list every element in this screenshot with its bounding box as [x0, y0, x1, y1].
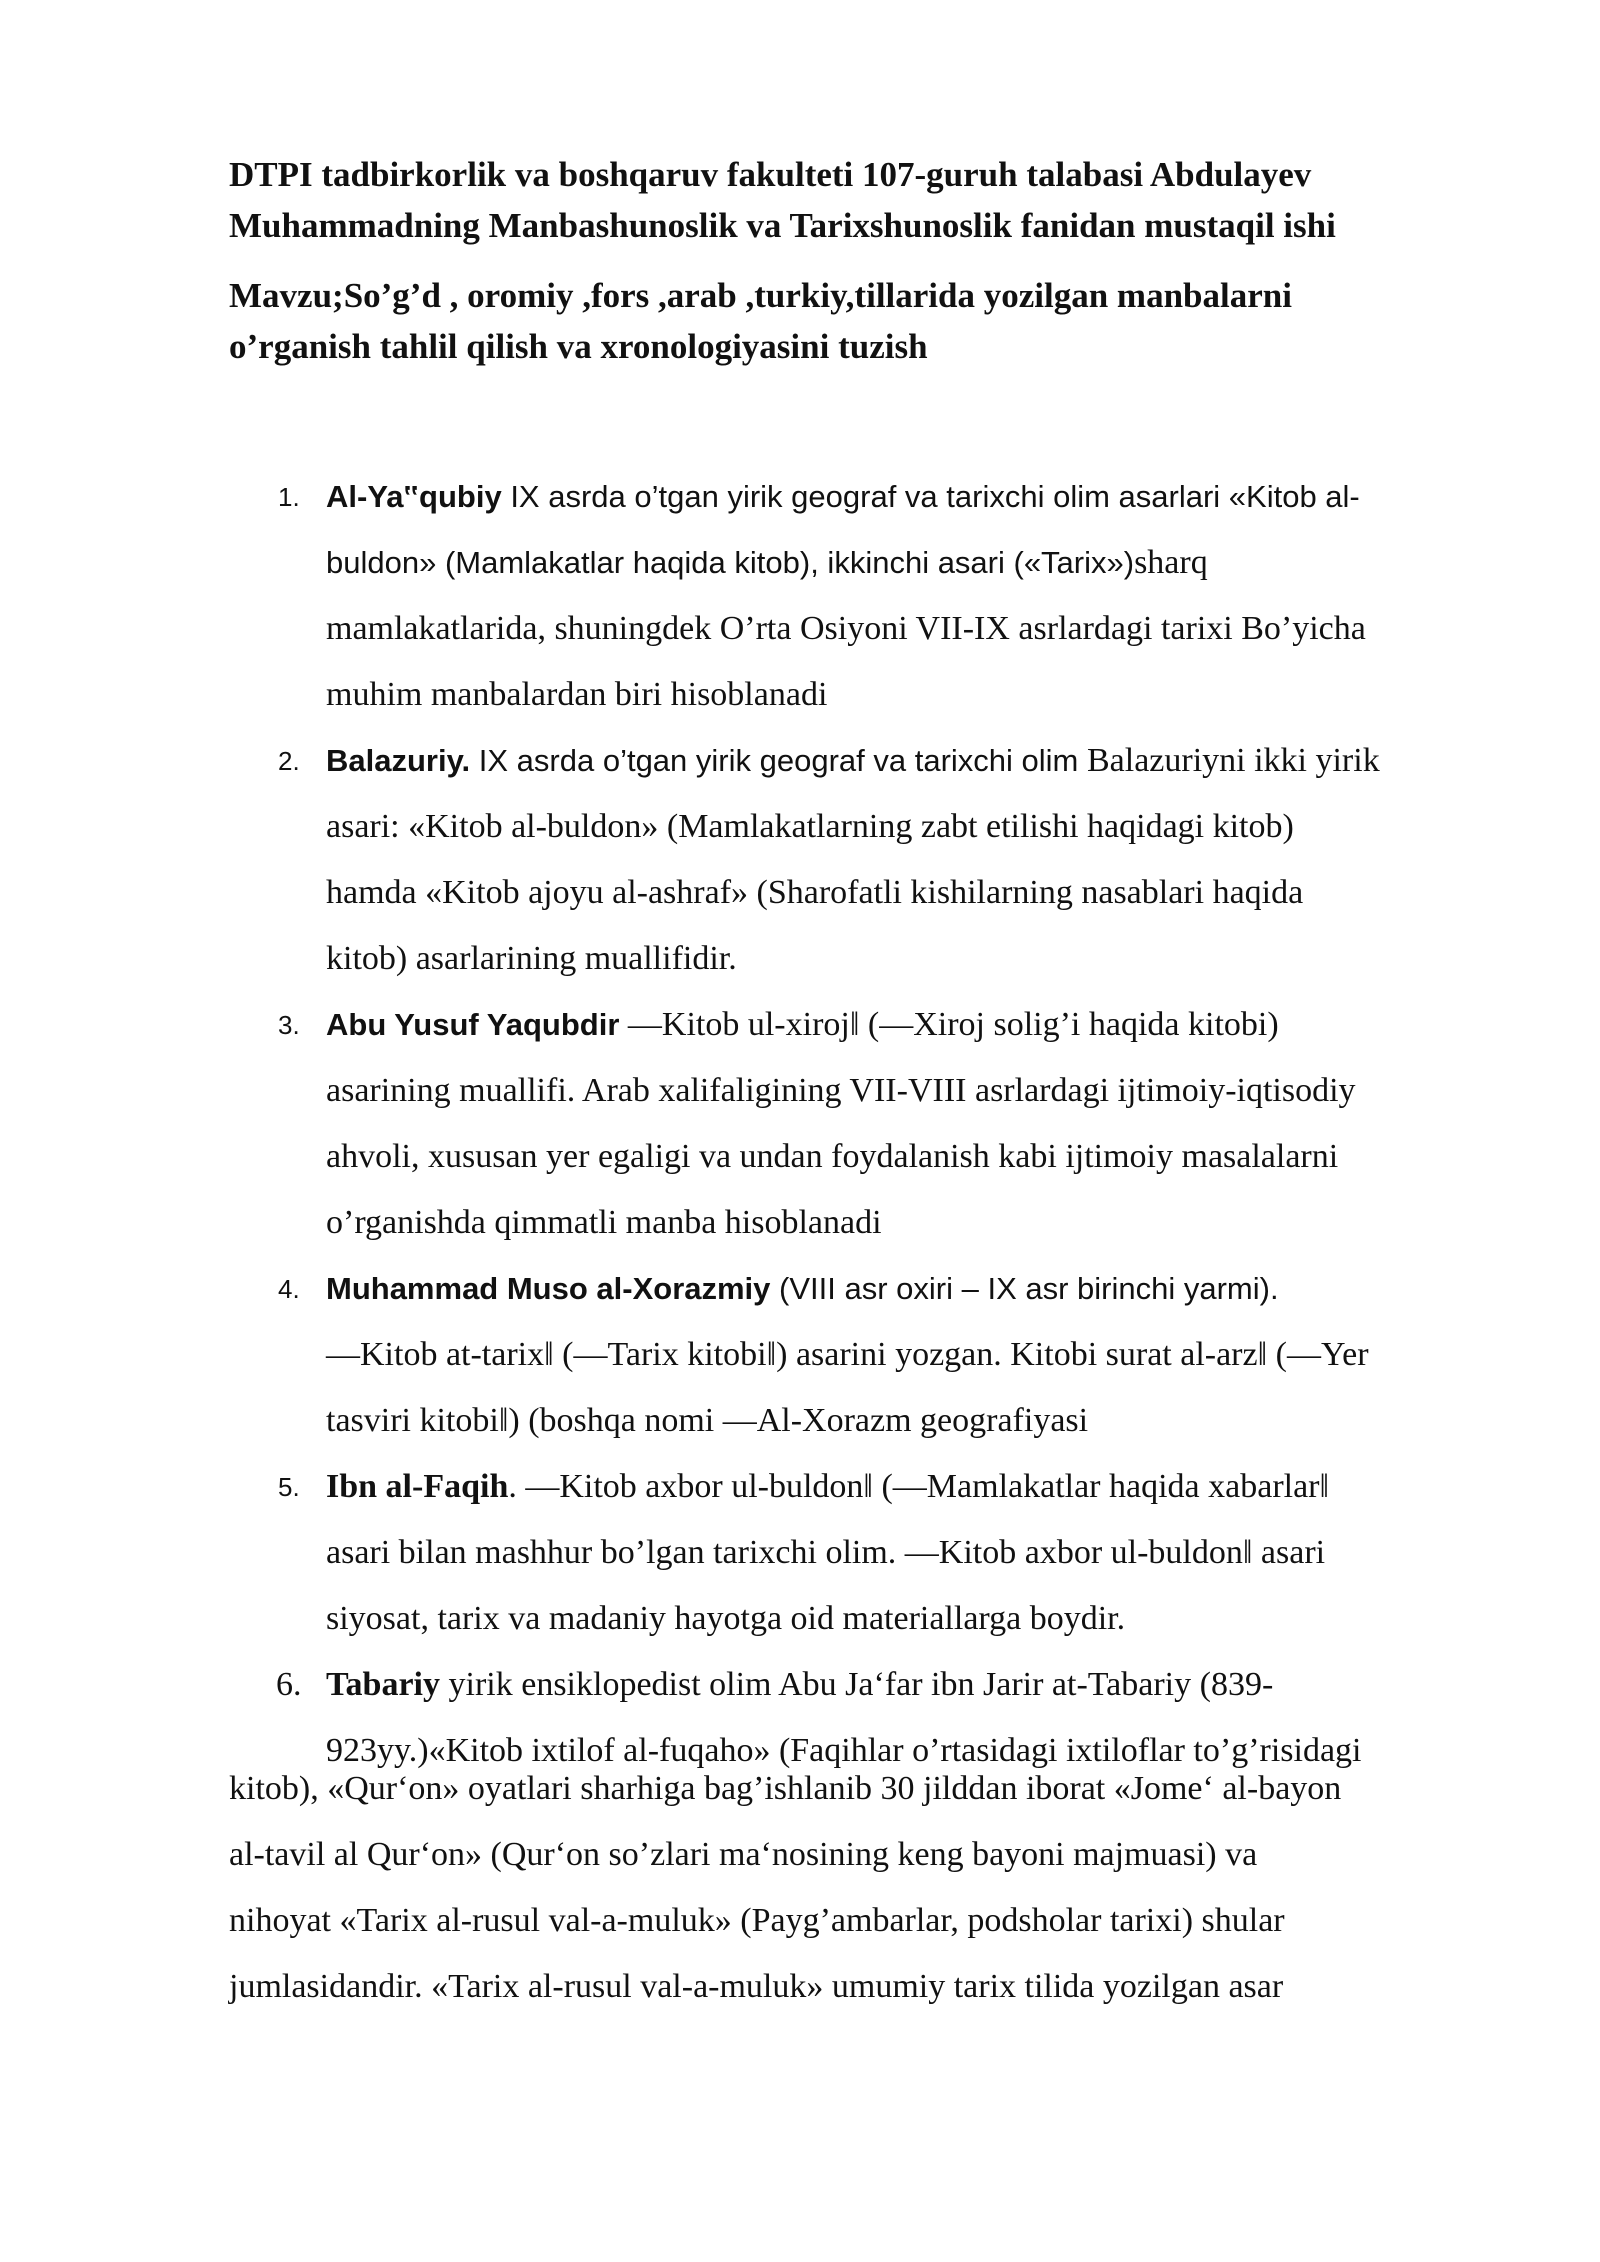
continuation-paragraph — [229, 1756, 1489, 2020]
sources-list — [0, 464, 1600, 1784]
item-text: asari bilan mashhur bo’lgan tarixchi olim. ―Kitob axbor ul-buldon‖ asari — [326, 1534, 1326, 1571]
item-text: ―Kitob at-tarix‖ (―Tarix kitobi‖) asarini yozgan. Kitobi surat al-arz‖ (―Yer — [326, 1336, 1369, 1373]
item-text: IX asrda o’tgan yirik geograf va tarixchi olim asarlari «Kitob al- — [501, 479, 1360, 514]
source-author-name: Abu Yusuf Yaqubdir — [326, 1007, 620, 1042]
source-author-name: Tabariy — [326, 1666, 441, 1703]
title-line-1: DTPI tadbirkorlik va boshqaruv fakulteti 107-guruh talabasi Abdulayev — [229, 155, 1312, 194]
paragraph-line: jumlasidandir. «Tarix al-rusul val-a-muluk» umumiy tarix tilida yozilgan asar — [229, 1968, 1284, 2005]
item-text: hamda «Kitob ajoyu al-ashraf» (Sharofatli kishilarning nasablari haqida — [326, 874, 1304, 911]
paragraph-line: nihoyat «Tarix al-rusul val-a-muluk» (Payg’ambarlar, podsholar tarixi) shular — [229, 1902, 1285, 1939]
list-item — [0, 1454, 1600, 1652]
item-text: (VIII asr oxiri – IX asr birinchi yarmi). — [770, 1271, 1279, 1306]
item-text: o’rganishda qimmatli manba hisoblanadi — [326, 1204, 882, 1241]
document-title — [229, 149, 1459, 251]
item-text: sharq — [1134, 544, 1208, 581]
list-number: 6. — [276, 1666, 302, 1703]
item-text: ahvoli, xususan yer egaligi va undan foydalanish kabi ijtimoiy masalalarni — [326, 1138, 1339, 1175]
item-text: buldon» (Mamlakatlar haqida kitob), ikkinchi asari («Tarix») — [326, 545, 1135, 580]
source-author-name: Ibn al-Faqih — [326, 1468, 509, 1505]
item-text: . ―Kitob axbor ul-buldon‖ (―Mamlakatlar haqida xabarlar‖ — [508, 1468, 1330, 1505]
item-text: siyosat, tarix va madaniy hayotga oid materiallarga boydir. — [326, 1600, 1126, 1637]
list-number: 2. — [278, 746, 300, 776]
item-text: tasviri kitobi‖) (boshqa nomi ―Al-Xorazm geografiyasi — [326, 1402, 1089, 1439]
list-number: 5. — [278, 1472, 300, 1502]
list-item — [0, 992, 1600, 1256]
item-text: yirik ensiklopedist olim Abu Ja‘far ibn Jarir at-Tabariy (839- — [440, 1666, 1274, 1703]
list-number: 3. — [278, 1010, 300, 1040]
item-text: ―Kitob ul-xiroj‖ (―Xiroj solig’i haqida kitobi) — [619, 1006, 1279, 1043]
list-number: 4. — [278, 1274, 300, 1304]
paragraph-line: al-tavil al Qur‘on» (Qur‘on so’zlari ma‘nosining keng bayoni majmuasi) va — [229, 1836, 1258, 1873]
item-text: asari: «Kitob al-buldon» (Mamlakatlarning zabt etilishi haqidagi kitob) — [326, 808, 1294, 845]
item-text: kitob) asarlarining muallifidir. — [326, 940, 737, 977]
source-author-name: Balazuriy. — [326, 743, 471, 778]
item-text: 923yy.)«Kitob ixtilof al-fuqaho» (Faqihlar o’rtasidagi ixtiloflar to’g’risidagi — [326, 1732, 1362, 1769]
paragraph-line: kitob), «Qur‘on» oyatlari sharhiga bag’ishlanib 30 jilddan iborat «Jome‘ al-bayon — [229, 1770, 1342, 1807]
list-item — [0, 728, 1600, 992]
topic-heading — [229, 270, 1459, 372]
topic-line-2: o’rganish tahlil qilish va xronologiyasini tuzish — [229, 327, 928, 366]
source-author-name: Muhammad Muso al-Xorazmiy — [326, 1271, 771, 1306]
item-text: Balazuriyni ikki yirik — [1086, 742, 1380, 779]
topic-line-1: Mavzu;So’g’d , oromiy ,fors ,arab ,turkiy,tillarida yozilgan manbalarni — [229, 276, 1292, 315]
item-text: muhim manbalardan biri hisoblanadi — [326, 676, 828, 713]
item-text: IX asrda o’tgan yirik geograf va tarixchi olim — [470, 743, 1087, 778]
list-number: 1. — [278, 482, 300, 512]
title-line-2: Muhammadning Manbashunoslik va Tarixshunoslik fanidan mustaqil ishi — [229, 206, 1336, 245]
list-item — [0, 1256, 1600, 1454]
item-text: asarining muallifi. Arab xalifaligining VII-VIII asrlardagi ijtimoiy-iqtisodiy — [326, 1072, 1356, 1109]
list-item — [0, 464, 1600, 728]
item-text: mamlakatlarida, shuningdek O’rta Osiyoni VII-IX asrlardagi tarixi Bo’yicha — [326, 610, 1366, 647]
source-author-name: Al-Ya‟qubiy — [326, 479, 502, 514]
